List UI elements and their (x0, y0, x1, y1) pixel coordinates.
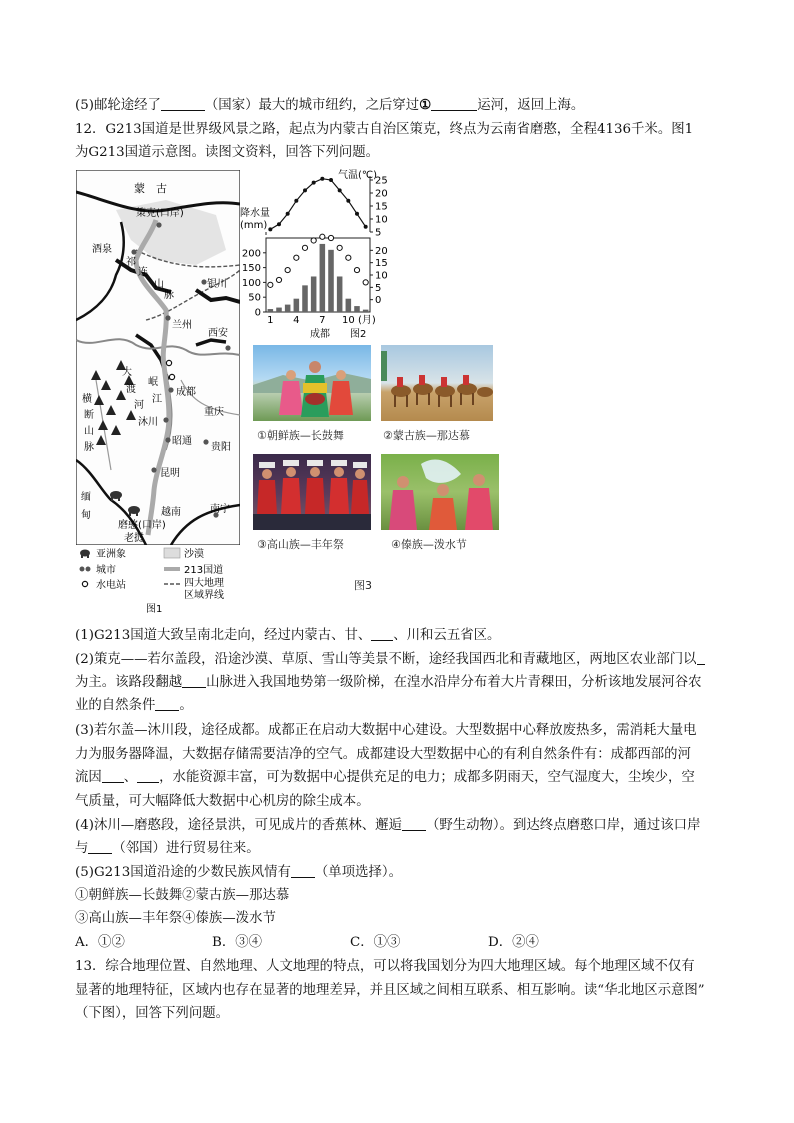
q11-text-a: (5)邮轮途经了 (75, 98, 161, 113)
map-label: 策克(口岸) (136, 208, 184, 219)
temp-tick-label: 10 (375, 270, 388, 282)
map-label: 江 (152, 394, 162, 405)
precip-bar (285, 305, 291, 312)
q12-1-text-b: 、川和云五省区。 (393, 628, 501, 643)
month-unit: (月) (358, 315, 376, 326)
q12-5-text-a: (5)G213国道沿途的少数民族风情有 (75, 865, 291, 880)
q12-2-text-a: (2)策克——若尔盖段，沿途沙漠、草原、雪山等美景不断，途经我国西北和青藏地区，两地区农业部门以 (75, 652, 697, 667)
answer-blank[interactable] (88, 839, 112, 854)
q12-sub3-line4: 气质量，可大幅降低大数据中心机房的除尘成本。 (75, 794, 370, 809)
answer-blank[interactable] (291, 863, 315, 878)
temp-tick-label: 5 (375, 282, 382, 294)
temperature-point (312, 181, 316, 185)
temperature-point (364, 225, 368, 229)
q12-4-text-a: (4)沐川—磨憨段，途径景洪，可见成片的香蕉林、邂逅 (75, 818, 402, 833)
answer-blank[interactable] (161, 96, 205, 111)
q12-2-text-e: 。 (179, 698, 193, 713)
option-b[interactable]: B．③④ (212, 935, 263, 950)
temperature-point (277, 222, 281, 226)
q13-line2: 显著的地理特征，区域内也存在显著的地理差异，并且区域之间相互联系、相互影响。读“华北地区示意图” (75, 983, 705, 998)
q12-sub5 (75, 863, 402, 883)
temperature-line (270, 179, 365, 230)
map-label: 甸 (81, 510, 91, 521)
q12-4-text-c: 与 (75, 841, 89, 856)
temperature-marker (294, 255, 299, 260)
temperature-marker (346, 255, 351, 260)
q12-3-text-a: 流因 (75, 770, 102, 785)
q12-sub1 (75, 626, 500, 646)
q12-2-text-d: 业的自然条件 (75, 698, 156, 713)
temperature-point (320, 177, 324, 181)
g213-map (76, 170, 240, 545)
temperature-marker (337, 245, 342, 250)
temperature-point (268, 227, 272, 231)
temperature-point (338, 188, 342, 192)
precip-bar (363, 310, 369, 312)
map-label: 脉 (84, 442, 94, 453)
q13-line1: 13．综合地理位置、自然地理、人文地理的特点，可以将我国划分为四大地理区域。每个地理区域不仅有 (75, 959, 695, 974)
map-label: 祁 (126, 257, 136, 268)
temperature-point (355, 212, 359, 216)
answer-blank[interactable] (155, 696, 179, 711)
option-a[interactable]: A．①② (75, 935, 125, 950)
q12-3-text-b: 、 (123, 770, 138, 785)
q12-sub3-line1: (3)若尔盖—沐川段，途径成都。成都正在启动大数据中心建设。大型数据中心释放废热多，需消耗大量电 (75, 723, 697, 738)
photo-gaoshan-harvest-festival (253, 454, 371, 530)
top-temp-tick-label: 15 (375, 201, 388, 213)
temperature-point (346, 199, 350, 203)
legend-desert: 沙漠 (184, 549, 204, 560)
temperature-marker (276, 277, 281, 282)
map-label: 大 (122, 367, 132, 378)
photo-korean-drum-dance (253, 345, 371, 421)
fig3-cap-4: ④傣族—泼水节 (391, 538, 467, 551)
temperature-point (303, 188, 307, 192)
precip-bar (302, 285, 308, 312)
map-label: 兰州 (172, 320, 192, 331)
fig2-caption: 图2 (350, 329, 367, 340)
answer-blank[interactable] (402, 816, 426, 831)
map-label: 成都 (176, 387, 196, 398)
map-label: 昆明 (160, 468, 180, 479)
fig3-cap-2: ②蒙古族—那达慕 (383, 429, 470, 442)
q12-sub3-line3 (75, 768, 695, 788)
precip-bar (346, 299, 352, 312)
legend-elephant: 亚洲象 (96, 549, 126, 560)
precip-bar (328, 250, 334, 312)
q12-sub2-line1 (75, 650, 705, 670)
map-label: 脉 (164, 290, 174, 301)
month-tick-label: 1 (267, 315, 274, 326)
precip-axis-label-1: 降水量 (240, 208, 270, 219)
month-tick-label: 10 (341, 315, 355, 326)
precip-tick-label: 50 (248, 292, 261, 304)
map-label: 西安 (208, 328, 228, 339)
map-label: 磨憨(口岸) (118, 520, 166, 531)
map-legend (76, 546, 246, 616)
temperature-marker (285, 267, 290, 272)
map-label: 越南 (161, 507, 181, 518)
q12-sub4-line2 (75, 839, 260, 859)
temp-tick-label: 0 (375, 295, 382, 307)
map-label: 缅 (81, 492, 91, 503)
option-c[interactable]: C．①③ (350, 935, 401, 950)
legend-boundary-1: 四大地理 (184, 578, 224, 589)
q13-line3: （下图），回答下列问题。 (75, 1006, 229, 1021)
precip-tick-label: 200 (241, 248, 261, 260)
month-tick-label: 4 (293, 315, 300, 326)
top-temp-tick-label: 25 (375, 175, 388, 187)
q11-text-c: 运河，返回上海。 (477, 98, 585, 113)
map-label: 沐川 (138, 417, 158, 428)
map-label: 贵阳 (211, 442, 231, 453)
answer-blank[interactable] (102, 768, 124, 783)
map-label: 老挝 (124, 533, 144, 544)
q12-sub5-row2: ③高山族—丰年祭④傣族—泼水节 (75, 911, 276, 926)
q12-1-text-a: (1)G213国道大致呈南北走向，经过内蒙古、甘、 (75, 628, 372, 643)
answer-blank[interactable] (371, 626, 393, 641)
top-temp-tick-label: 20 (375, 188, 388, 200)
q11-line5 (75, 95, 584, 116)
map-label: 重庆 (204, 407, 224, 418)
answer-blank[interactable] (137, 768, 159, 783)
temperature-point (329, 178, 333, 182)
precip-bar (294, 299, 300, 312)
legend-city: 城市 (96, 565, 116, 576)
option-d[interactable]: D．②④ (488, 935, 539, 950)
precip-bar (354, 306, 360, 312)
top-temp-tick-label: 5 (375, 227, 382, 239)
q12-sub4-line1 (75, 816, 700, 836)
answer-blank[interactable] (697, 650, 705, 665)
precip-bar (320, 244, 326, 312)
q12-4-text-d: （邻国）进行贸易往来。 (112, 841, 260, 856)
q12-2-text-b: 为主。该路段翻越 (75, 675, 183, 690)
precip-tick-label: 150 (241, 263, 261, 275)
legend-road: 213国道 (184, 565, 224, 576)
fig1-caption: 图1 (146, 604, 163, 615)
answer-blank[interactable] (182, 673, 206, 688)
temperature-marker (363, 280, 368, 285)
map-label: 银川 (207, 279, 227, 290)
map-label: 蒙 古 (134, 182, 167, 195)
temperature-marker (354, 267, 359, 272)
map-label: 南宁 (210, 504, 230, 515)
map-label: 渡 (126, 384, 136, 395)
q12-sub2-line3 (75, 696, 193, 716)
circled-number: ① (419, 97, 432, 113)
map-label: 连 (138, 267, 148, 278)
precip-tick-label: 100 (241, 277, 261, 289)
q11-text-b: （国家）最大的城市纽约，之后穿过 (204, 98, 420, 113)
temperature-marker (320, 234, 325, 239)
precip-bar (311, 276, 317, 312)
chart-city-label: 成都 (310, 329, 330, 340)
map-label: 山 (154, 279, 164, 290)
map-label: 岷 (148, 377, 158, 388)
fig3-cap-3: ③高山族—丰年祭 (257, 538, 344, 551)
q12-2-text-c: 山脉进入我国地势第一级阶梯，在湟水沿岸分布着大片青稞田，分析该地发展河谷农 (206, 675, 702, 690)
photo-dai-water-festival (381, 454, 499, 530)
temperature-marker (311, 238, 316, 243)
precip-bar (337, 276, 343, 312)
q12-sub5-row1: ①朝鲜族—长鼓舞②蒙古族—那达慕 (75, 888, 290, 903)
precip-bar (276, 308, 282, 312)
map-label: 横 (82, 394, 92, 405)
precip-bar (268, 309, 274, 312)
q12-5-text-b: （单项选择）。 (314, 865, 402, 880)
photo-mongolian-naadam (381, 345, 493, 421)
chart-frame (266, 238, 370, 312)
temp-tick-label: 15 (375, 258, 388, 270)
temperature-marker (268, 282, 273, 287)
q12-sub2-line2 (75, 673, 702, 693)
q12-sub3-line2: 力为服务器降温，大数据存储需要洁净的空气。成都建设大型数据中心的有利自然条件有：成都西部的河 (75, 747, 691, 762)
top-temp-tick-label: 10 (375, 214, 388, 226)
month-tick-label: 7 (319, 315, 326, 326)
map-label: 断 (84, 410, 94, 421)
answer-blank[interactable] (431, 96, 477, 111)
temperature-point (286, 212, 290, 216)
fig3-cap-1: ①朝鲜族—长鼓舞 (257, 429, 344, 442)
fig3-caption: 图3 (354, 579, 372, 592)
precip-axis-label-2: (mm) (240, 220, 268, 231)
map-label: 酒泉 (92, 244, 112, 255)
temperature-marker (328, 235, 333, 240)
precip-tick-label: 0 (254, 307, 261, 319)
map-label: 昭通 (172, 436, 192, 447)
q12-4-text-b: （野生动物）。到达终点磨憨口岸，通过该口岸 (425, 818, 701, 833)
q12-intro-2: 为G213国道示意图。读图文资料，回答下列问题。 (75, 145, 380, 160)
temperature-marker (302, 245, 307, 250)
chengdu-climate-chart (238, 166, 398, 346)
temp-axis-label: 气温(℃) (338, 170, 378, 181)
q12-intro-1: 12．G213国道是世界级风景之路，起点为内蒙古自治区策克，终点为云南省磨憨，全程4136千米。图1 (75, 122, 694, 137)
temp-tick-label: 20 (375, 245, 388, 257)
legend-hydro: 水电站 (96, 580, 126, 591)
temperature-point (294, 199, 298, 203)
q12-3-text-c: ，水能资源丰富，可为数据中心提供充足的电力；成都多阴雨天，空气湿度大，尘埃少，空 (159, 770, 695, 785)
map-label: 河 (134, 400, 144, 411)
map-label: 山 (84, 426, 94, 437)
legend-boundary-2: 区域界线 (184, 590, 224, 601)
